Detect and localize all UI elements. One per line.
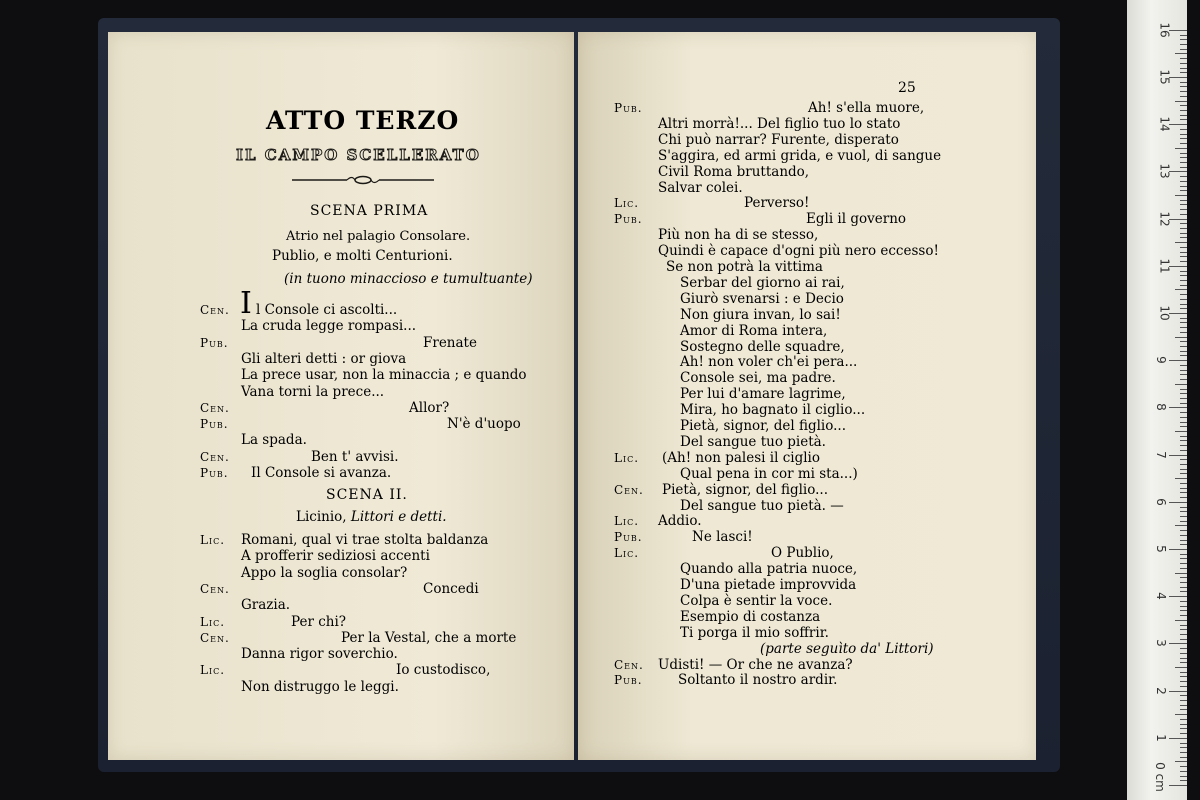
- ruler-tick: [1180, 535, 1187, 536]
- verse-line: Ti porga il mio soffrir.: [680, 624, 829, 641]
- speaker-label: Cen.: [200, 581, 230, 596]
- ruler-tick: [1175, 431, 1187, 432]
- verse-line: Quindi è capace d'ogni più nero eccesso!: [658, 243, 939, 260]
- speaker-label: Cen.: [200, 449, 230, 464]
- ruler-number: 15: [1157, 69, 1172, 85]
- verse-line: Se non potrà la vittima: [666, 259, 823, 275]
- ruler-tick: [1180, 440, 1187, 441]
- ruler-tick: [1180, 82, 1187, 83]
- ruler-tick: [1169, 124, 1187, 125]
- verse-line: Chi può narrar? Furente, disperato: [658, 131, 899, 148]
- verse-line: La cruda legge rompasi...: [241, 318, 417, 335]
- ruler-tick: [1180, 705, 1187, 706]
- speaker-label: Pub.: [614, 673, 643, 688]
- ruler-tick: [1180, 138, 1187, 139]
- ruler-tick: [1169, 643, 1187, 644]
- ruler-tick: [1180, 365, 1187, 366]
- scene1-characters-text: Publio, e molti Centurioni.: [272, 248, 453, 264]
- ruler-tick: [1180, 223, 1187, 224]
- ruler-tick: [1180, 332, 1187, 333]
- speaker-label: Pub.: [200, 335, 229, 350]
- ruler-tick: [1180, 294, 1187, 295]
- ruler-tick: [1180, 653, 1187, 654]
- ruler-tick: [1180, 214, 1187, 215]
- ruler-number: 9: [1153, 356, 1168, 365]
- ruler-tick: [1180, 606, 1187, 607]
- ruler-tick: [1180, 237, 1187, 238]
- ruler-tick: [1180, 209, 1187, 210]
- act-title: ATTO TERZO: [266, 106, 460, 135]
- verse-line: Console sei, ma padre.: [680, 370, 836, 387]
- ruler-tick: [1180, 686, 1187, 687]
- ruler-tick: [1180, 58, 1187, 59]
- verse-line: Danna rigor soverchio.: [241, 646, 398, 663]
- verse-line: Non distruggo le leggi.: [241, 678, 399, 695]
- ruler-tick: [1169, 502, 1187, 503]
- speaker-label: Lic.: [200, 663, 226, 678]
- ruler-tick: [1180, 709, 1187, 710]
- ruler-tick: [1180, 308, 1187, 309]
- ruler-tick: [1180, 568, 1187, 569]
- scene2-characters-name: Licinio,: [296, 509, 351, 525]
- ruler-tick: [1169, 77, 1187, 78]
- ruler-unit-label: 0 cm: [1152, 762, 1167, 792]
- ruler-tick: [1180, 577, 1187, 578]
- verse-line: l Console ci ascolti...: [256, 302, 398, 318]
- ruler-tick: [1180, 200, 1187, 201]
- verse-line: Per chi?: [291, 613, 347, 630]
- ruler-tick: [1180, 464, 1187, 465]
- verse-line: Ne lasci!: [692, 529, 753, 546]
- verse-line: Ben t' avvisi.: [311, 448, 399, 465]
- speaker-label: Pub.: [614, 212, 643, 227]
- verse-line: N'è d'uopo: [447, 416, 521, 433]
- ruler-tick: [1180, 436, 1187, 437]
- ruler-tick: [1180, 662, 1187, 663]
- verse-line: Frenate: [423, 334, 477, 351]
- ruler-tick: [1180, 743, 1187, 744]
- verse-line: D'una pietade improvvida: [680, 577, 857, 593]
- ruler-number: 2: [1153, 686, 1168, 695]
- ruler-tick: [1169, 407, 1187, 408]
- verse-line: Amor di Roma intera,: [680, 322, 828, 339]
- ruler-tick: [1180, 115, 1187, 116]
- verse-line: Altri morrà!... Del figlio tuo lo stato: [658, 115, 901, 132]
- ruler-tick: [1180, 176, 1187, 177]
- speaker-label: Lic.: [614, 514, 640, 529]
- ruler-tick: [1180, 393, 1187, 394]
- ruler-tick: [1180, 530, 1187, 531]
- ruler-number: 5: [1153, 545, 1168, 553]
- ruler-tick: [1180, 247, 1187, 248]
- ruler-tick: [1175, 525, 1187, 526]
- ruler-tick: [1180, 511, 1187, 512]
- ruler-tick: [1180, 346, 1187, 347]
- ruler-tick: [1180, 341, 1187, 342]
- ruler-number: 1: [1153, 733, 1168, 742]
- speaker-label: Lic.: [200, 533, 226, 547]
- ruler-tick: [1180, 379, 1187, 380]
- ruler-tick: [1180, 280, 1187, 281]
- speaker-label: Cen.: [200, 630, 230, 645]
- ruler-tick: [1175, 242, 1187, 243]
- ruler-tick: [1180, 648, 1187, 649]
- verse-line: Addio.: [658, 513, 702, 530]
- ruler-tick: [1180, 105, 1187, 106]
- ruler-tick: [1180, 488, 1187, 489]
- ruler-tick: [1180, 322, 1187, 323]
- ruler-number: 10: [1157, 305, 1172, 321]
- ruler-number: 3: [1153, 639, 1168, 648]
- ruler-tick: [1169, 691, 1187, 692]
- ruler-tick: [1180, 86, 1187, 87]
- ruler-number: 4: [1153, 592, 1168, 601]
- verse-line: Per lui d'amare lagrime,: [680, 386, 846, 403]
- ruler-tick: [1180, 728, 1187, 729]
- ruler-tick: [1175, 573, 1187, 574]
- ruler-tick: [1180, 271, 1187, 272]
- ruler-tick: [1175, 714, 1187, 715]
- ruler-tick: [1169, 360, 1187, 361]
- ruler-tick: [1180, 374, 1187, 375]
- ruler-tick: [1175, 101, 1187, 102]
- ruler-tick: [1180, 119, 1187, 120]
- ornament-divider-icon: [292, 174, 434, 186]
- ruler-tick: [1175, 384, 1187, 385]
- verse-line: Sostegno delle squadre,: [680, 338, 845, 355]
- verse-line: Allor?: [409, 399, 450, 416]
- verse-line: Appo la soglia consolar?: [241, 564, 408, 581]
- verse-line: Più non ha di se stesso,: [658, 227, 819, 244]
- verse-line: Qual pena in cor mi sta...): [680, 465, 858, 482]
- ruler-tick: [1180, 233, 1187, 234]
- ruler-tick: [1180, 771, 1187, 772]
- ruler-tick: [1169, 549, 1187, 550]
- ruler-tick: [1180, 299, 1187, 300]
- ruler-tick: [1180, 540, 1187, 541]
- ruler-tick: [1180, 587, 1187, 588]
- ruler-tick: [1175, 148, 1187, 149]
- speaker-label: Lic.: [614, 196, 640, 211]
- ruler-tick: [1180, 181, 1187, 182]
- ruler-tick: [1180, 389, 1187, 390]
- ruler-tick: [1180, 157, 1187, 158]
- ruler-tick: [1180, 256, 1187, 257]
- ruler-number: 16: [1157, 22, 1172, 38]
- verse-line: Ah! non voler ch'ei pera...: [680, 354, 858, 371]
- ruler-tick: [1180, 610, 1187, 611]
- ruler-tick: [1180, 483, 1187, 484]
- drop-cap: I: [240, 286, 252, 321]
- speaker-label: Cen.: [614, 657, 644, 672]
- verse-line: S'aggira, ed armi grida, e vuol, di sangue: [658, 147, 942, 164]
- verse-line: Giurò svenarsi : e Decio: [680, 290, 844, 307]
- ruler-tick: [1180, 582, 1187, 583]
- ruler-tick: [1180, 110, 1187, 111]
- verse-line: (parte seguìto da' Littori): [760, 640, 934, 657]
- verse-line: La prece usar, non la minaccia ; e quando: [241, 367, 527, 384]
- ruler-tick: [1169, 219, 1187, 220]
- ruler-tick: [1180, 544, 1187, 545]
- ruler-tick: [1180, 422, 1187, 423]
- verse-line: Serbar del giorno ai rai,: [680, 274, 845, 291]
- ruler-tick: [1180, 44, 1187, 45]
- ruler-tick: [1180, 129, 1187, 130]
- scene2-characters: [296, 509, 447, 525]
- ruler-tick: [1180, 629, 1187, 630]
- ruler-tick: [1180, 304, 1187, 305]
- verse-line: Perverso!: [744, 195, 810, 212]
- ruler-tick: [1175, 53, 1187, 54]
- ruler-tick: [1169, 455, 1187, 456]
- ruler-tick: [1175, 478, 1187, 479]
- verse-line: Quando alla patria nuoce,: [680, 561, 858, 578]
- ruler-tick: [1180, 676, 1187, 677]
- scene1-characters: [272, 248, 453, 264]
- ruler-tick: [1180, 91, 1187, 92]
- ruler-tick: [1180, 327, 1187, 328]
- verse-line: Del sangue tuo pietà.: [680, 433, 826, 450]
- ruler-tick: [1180, 370, 1187, 371]
- verse-line: Pietà, signor, del figlio...: [680, 418, 846, 434]
- verse-line: A profferir sediziosi accenti: [241, 548, 430, 565]
- ruler-tick: [1180, 351, 1187, 352]
- scene1-title: SCENA PRIMA: [310, 203, 429, 219]
- ruler-tick: [1180, 507, 1187, 508]
- ruler-tick: [1180, 39, 1187, 40]
- measuring-ruler: [1127, 0, 1187, 800]
- ruler-number: 12: [1157, 210, 1172, 227]
- ruler-tick: [1180, 780, 1187, 781]
- ruler-tick: [1180, 153, 1187, 154]
- ruler-number: 8: [1153, 403, 1168, 412]
- ruler-tick: [1180, 134, 1187, 135]
- ruler-tick: [1180, 49, 1187, 50]
- ruler-tick: [1180, 412, 1187, 413]
- ruler-tick: [1180, 601, 1187, 602]
- ruler-tick: [1169, 738, 1187, 739]
- ruler-tick: [1175, 620, 1187, 621]
- verse-line: Pietà, signor, del figlio...: [662, 481, 828, 498]
- ruler-tick: [1180, 68, 1187, 69]
- verse-line: Egli il governo: [806, 211, 907, 228]
- speaker-label: Lic.: [614, 546, 640, 561]
- ruler-tick: [1180, 700, 1187, 701]
- verse-line: Ah! s'ella muore,: [808, 100, 925, 116]
- ruler-tick: [1180, 521, 1187, 522]
- ruler-tick: [1180, 639, 1187, 640]
- ruler-tick: [1180, 252, 1187, 253]
- ruler-tick: [1180, 143, 1187, 144]
- ruler-tick: [1180, 757, 1187, 758]
- ruler-tick: [1180, 719, 1187, 720]
- ruler-number: 13: [1157, 163, 1172, 180]
- speaker-label: Lic.: [614, 450, 640, 465]
- ruler-tick: [1169, 30, 1187, 31]
- ruler-tick: [1180, 450, 1187, 451]
- verse-line: Mira, ho bagnato il ciglio...: [680, 402, 866, 419]
- ruler-tick: [1180, 591, 1187, 592]
- ruler-tick: [1180, 72, 1187, 73]
- speaker-label: Pub.: [200, 466, 229, 480]
- ruler-tick: [1180, 766, 1187, 767]
- ruler-tick: [1180, 563, 1187, 564]
- ruler-tick: [1180, 426, 1187, 427]
- verse-line: Esempio di costanza: [680, 608, 821, 625]
- ruler-tick: [1180, 275, 1187, 276]
- ruler-tick: [1180, 469, 1187, 470]
- verse-line: Romani, qual vi trae stolta baldanza: [241, 532, 489, 548]
- ruler-tick: [1180, 318, 1187, 319]
- ruler-tick: [1180, 459, 1187, 460]
- ruler-tick: [1180, 558, 1187, 559]
- ruler-number: 6: [1153, 497, 1168, 506]
- ruler-number: 11: [1157, 258, 1172, 274]
- verse-line: Vana torni la prece...: [241, 383, 385, 400]
- ruler-tick: [1175, 667, 1187, 668]
- speaker-label: Pub.: [200, 417, 229, 432]
- verse-line: Grazia.: [241, 597, 291, 614]
- ruler-tick: [1180, 497, 1187, 498]
- verse-line: Gli alteri detti : or giova: [241, 350, 407, 367]
- ruler-tick: [1180, 204, 1187, 205]
- ruler-tick: [1175, 289, 1187, 290]
- speaker-label: Cen.: [614, 482, 644, 497]
- ruler-tick: [1180, 261, 1187, 262]
- ruler-number: 14: [1157, 116, 1172, 132]
- ruler-tick: [1180, 63, 1187, 64]
- ruler-tick: [1180, 733, 1187, 734]
- verse-line: Il Console si avanza.: [251, 465, 392, 481]
- ruler-tick: [1175, 337, 1187, 338]
- ruler-tick: [1180, 658, 1187, 659]
- speaker-label: Lic.: [200, 614, 226, 629]
- verse-line: Per la Vestal, che a morte: [341, 629, 517, 646]
- ruler-tick: [1180, 516, 1187, 517]
- page-number: 25: [898, 80, 916, 96]
- ruler-tick: [1180, 167, 1187, 168]
- ruler-tick: [1180, 403, 1187, 404]
- ruler-tick: [1180, 445, 1187, 446]
- ruler-tick: [1169, 313, 1187, 314]
- scene1-direction: (in tuono minaccioso e tumultuante): [284, 271, 533, 287]
- ruler-tick: [1175, 761, 1187, 762]
- ruler-tick: [1180, 228, 1187, 229]
- verse-line: Concedi: [423, 580, 479, 597]
- ruler-tick: [1180, 747, 1187, 748]
- ruler-tick: [1180, 355, 1187, 356]
- ruler-tick: [1169, 596, 1187, 597]
- ruler-tick: [1180, 625, 1187, 626]
- ruler-tick: [1180, 398, 1187, 399]
- ruler-tick: [1180, 35, 1187, 36]
- ruler-tick: [1180, 285, 1187, 286]
- ruler-tick: [1180, 492, 1187, 493]
- ruler-tick: [1180, 695, 1187, 696]
- verse-line: Soltanto il nostro ardir.: [678, 672, 838, 689]
- ruler-tick: [1180, 681, 1187, 682]
- verse-line: Non giura invan, lo sai!: [680, 306, 841, 323]
- scene2-title: SCENA II.: [326, 487, 408, 503]
- ruler-tick: [1180, 672, 1187, 673]
- speaker-label: Pub.: [614, 530, 643, 545]
- verse-line: Colpa è sentir la voce.: [680, 592, 833, 609]
- verse-line: (Ah! non palesi il ciglio: [662, 449, 820, 466]
- verse-line: Io custodisco,: [396, 662, 491, 679]
- verse-line: Civil Roma bruttando,: [658, 163, 810, 180]
- ruler-tick: [1180, 162, 1187, 163]
- speaker-label: Pub.: [614, 101, 643, 115]
- scene2-characters-rest: Littori e detti.: [350, 509, 447, 525]
- scene1-setting: Atrio nel palagio Consolare.: [286, 229, 471, 244]
- ruler-tick: [1169, 171, 1187, 172]
- verse-line: Del sangue tuo pietà. —: [680, 497, 844, 514]
- verse-line: La spada.: [241, 432, 307, 449]
- speaker-label: Cen.: [200, 303, 230, 317]
- verse-line: Udisti! — Or che ne avanza?: [658, 656, 853, 673]
- ruler-tick: [1180, 190, 1187, 191]
- ruler-tick: [1180, 417, 1187, 418]
- ruler-tick: [1180, 186, 1187, 187]
- ruler-tick: [1180, 634, 1187, 635]
- ruler-tick: [1180, 96, 1187, 97]
- speaker-label: Cen.: [200, 400, 230, 415]
- ruler-tick: [1180, 752, 1187, 753]
- verse-line: O Publio,: [771, 545, 834, 562]
- ruler-tick: [1180, 554, 1187, 555]
- ruler-number: 7: [1153, 450, 1168, 459]
- ruler-tick: [1169, 785, 1187, 786]
- ruler-tick: [1169, 266, 1187, 267]
- ruler-tick: [1180, 473, 1187, 474]
- act-subtitle: IL CAMPO SCELLERATO: [236, 146, 481, 164]
- ruler-tick: [1180, 724, 1187, 725]
- ruler-tick: [1180, 615, 1187, 616]
- ruler-tick: [1180, 776, 1187, 777]
- verse-line: Salvar colei.: [658, 179, 743, 196]
- ruler-tick: [1175, 195, 1187, 196]
